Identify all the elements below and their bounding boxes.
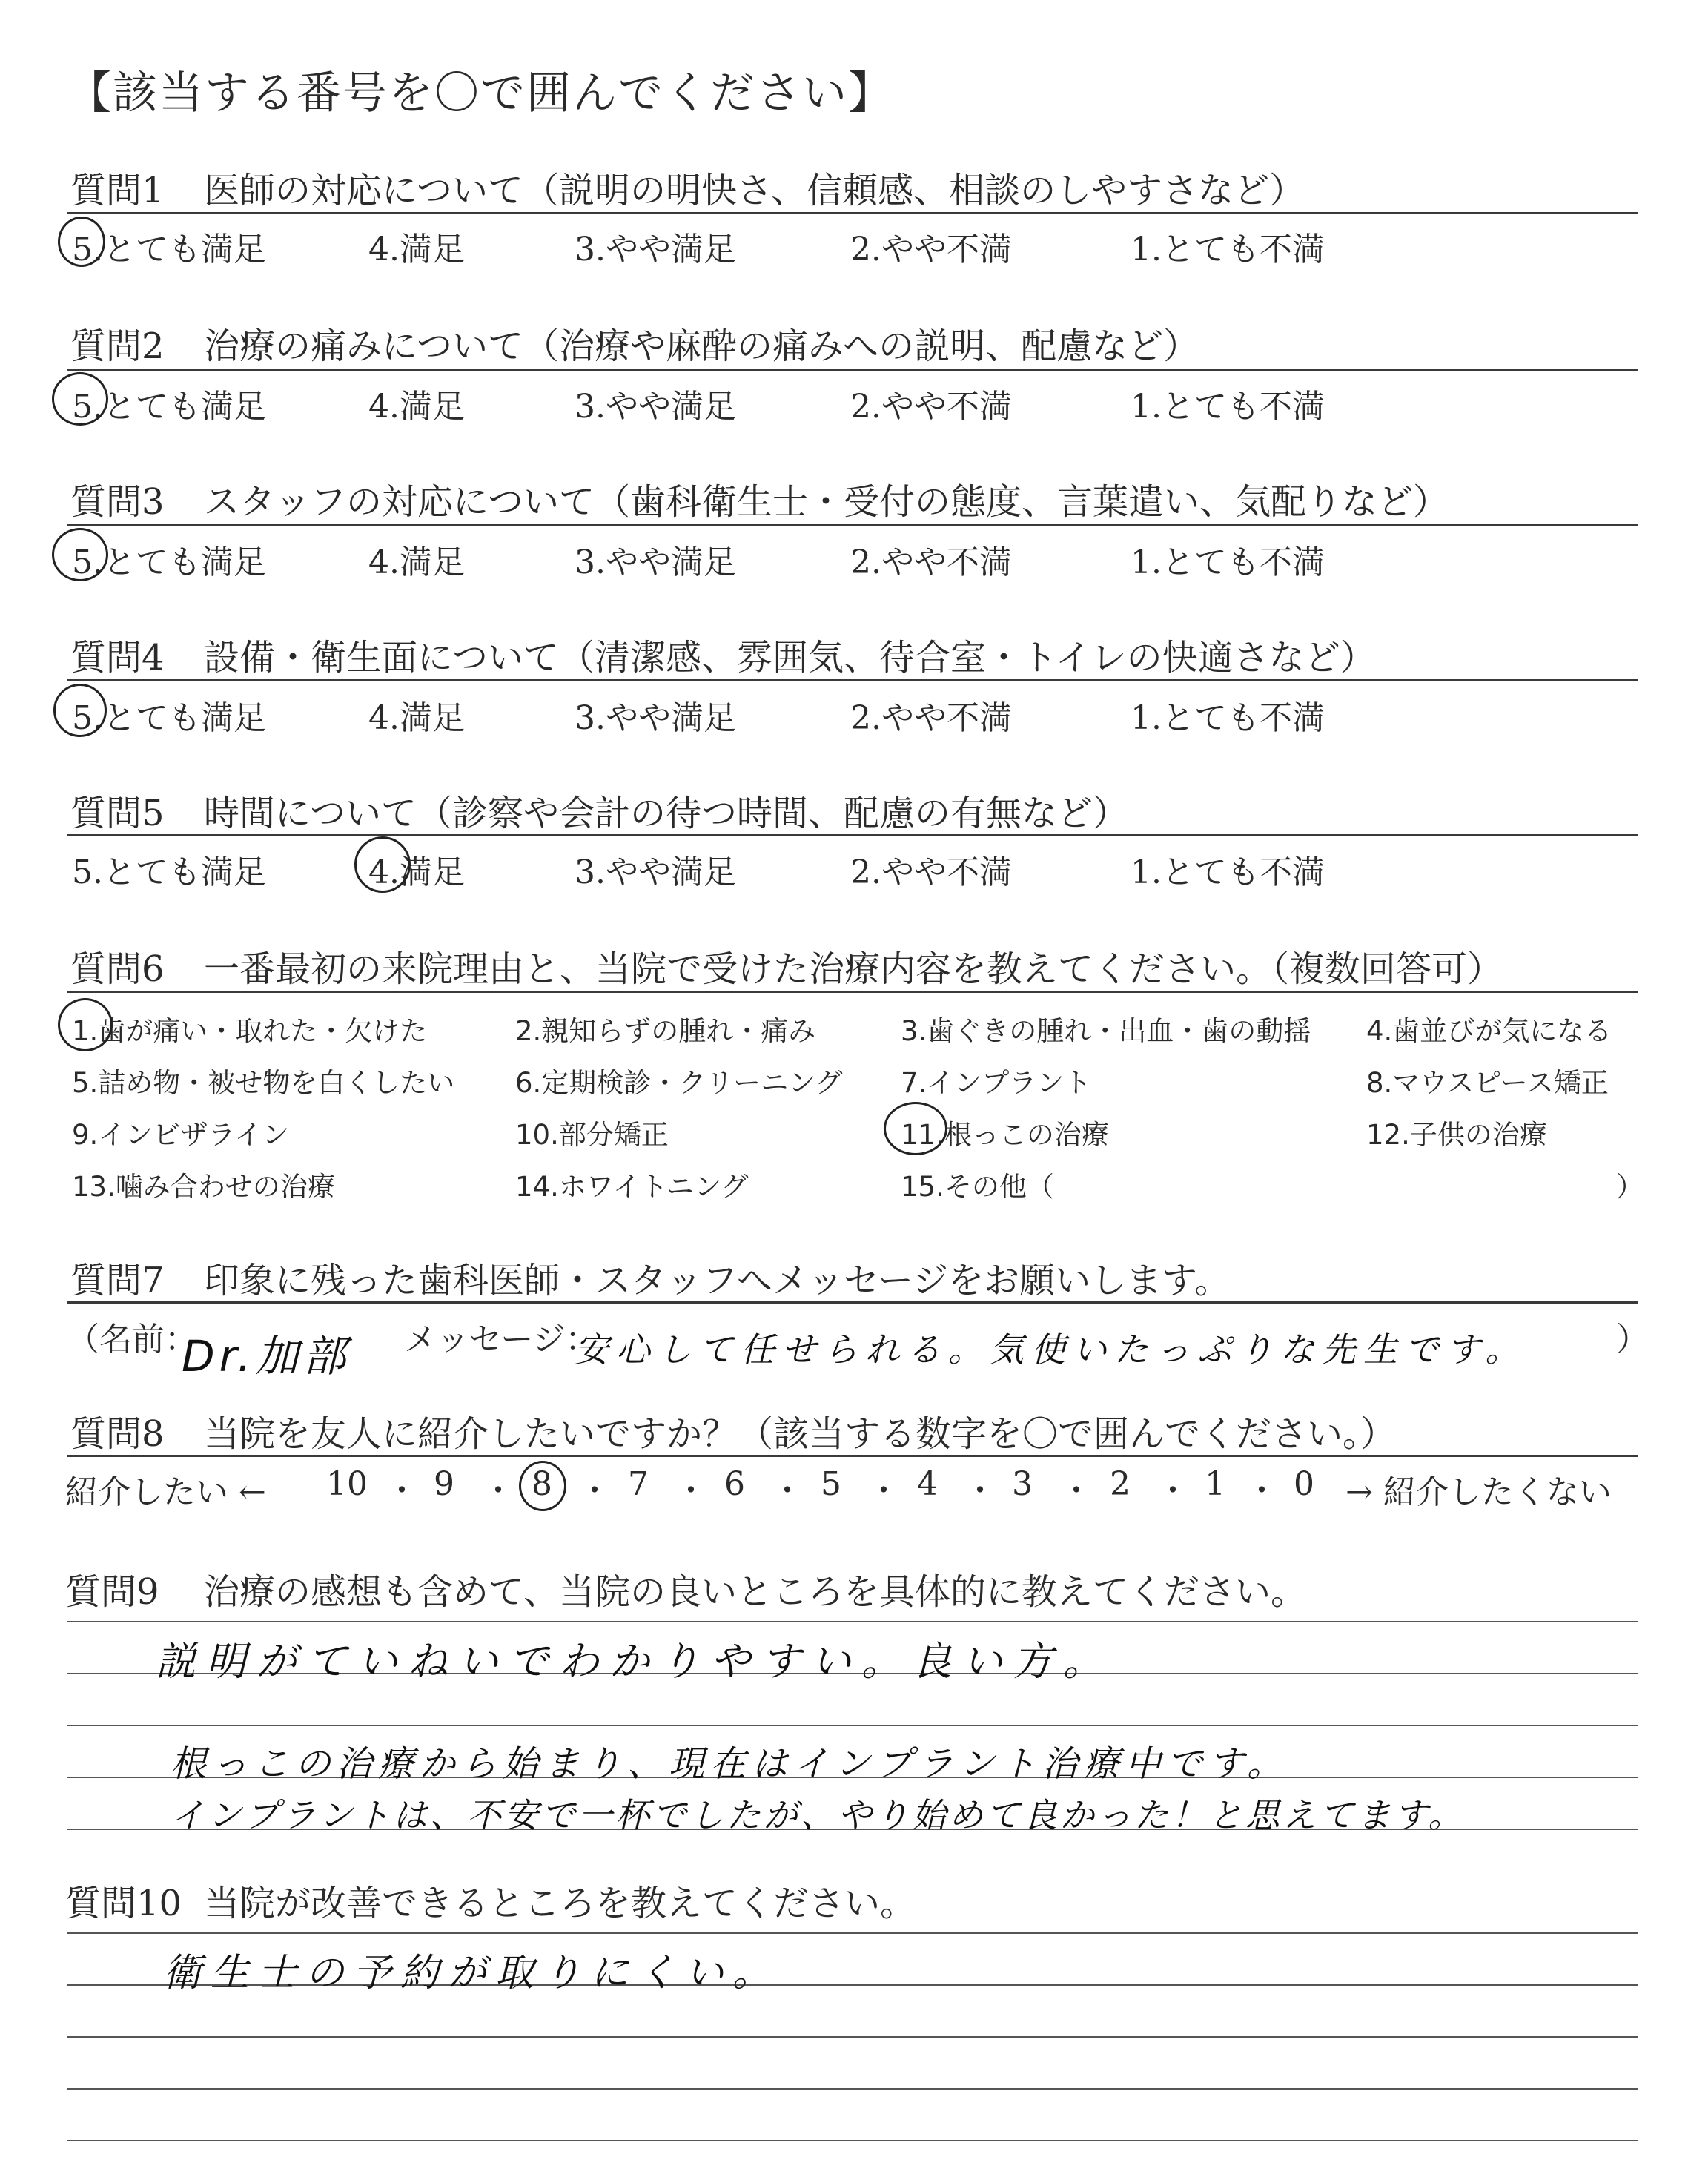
scale-3[interactable]: 3 — [1012, 1465, 1033, 1503]
question-label: 質問1 — [70, 170, 165, 211]
question-label: 質問7 — [70, 1260, 165, 1301]
reason-option-13[interactable]: 13.噛み合わせの治療 — [72, 1171, 335, 1203]
scale-dot: ・ — [385, 1472, 418, 1510]
option-2[interactable]: 2.やや不満 — [850, 853, 1012, 891]
question-label: 質問9 — [65, 1571, 159, 1613]
scale-dot: ・ — [675, 1472, 707, 1510]
selection-circle — [52, 528, 108, 581]
scale-dot: ・ — [867, 1472, 900, 1510]
answer-handwritten[interactable]: 説明がていねいでわかりやすい。良い方。 — [156, 1638, 1113, 1685]
option-1[interactable]: 1.とても不満 — [1131, 231, 1325, 268]
scale-10[interactable]: 10 — [326, 1465, 368, 1503]
question-label: 質問6 — [70, 948, 165, 990]
scale-2[interactable]: 2 — [1110, 1465, 1131, 1503]
option-3[interactable]: 3.やや満足 — [575, 699, 736, 737]
option-1[interactable]: 1.とても不満 — [1131, 853, 1325, 891]
divider — [67, 369, 1638, 371]
option-4[interactable]: 4.満足 — [368, 544, 465, 581]
question-text: スタッフの対応について（歯科衛生士・受付の態度、言葉遣い、気配りなど） — [204, 481, 1449, 523]
name-handwritten[interactable]: Dr.加部 — [182, 1331, 351, 1381]
selection-circle — [53, 684, 107, 737]
recommend-left-label: 紹介したい ← — [65, 1473, 266, 1511]
reason-option-7[interactable]: 7.インプラント — [901, 1067, 1092, 1099]
reason-option-2[interactable]: 2.親知らずの腫れ・痛み — [515, 1015, 816, 1047]
scale-dot: ・ — [578, 1472, 611, 1510]
option-5[interactable]: 5.とても満足 — [72, 853, 266, 891]
selection-circle — [519, 1461, 566, 1511]
divider — [67, 1455, 1638, 1457]
divider — [67, 679, 1638, 681]
answer-line — [67, 1932, 1638, 1934]
scale-8[interactable]: 8 — [532, 1465, 552, 1503]
question-text: 医師の対応について（説明の明快さ、信頼感、相談のしやすさなど） — [204, 170, 1305, 211]
reason-option-1[interactable]: 1.歯が痛い・取れた・欠けた — [72, 1015, 428, 1047]
scale-4[interactable]: 4 — [917, 1465, 938, 1503]
question-text: 時間について（診察や会計の待つ時間、配慮の有無など） — [204, 793, 1129, 834]
scale-dot: ・ — [1156, 1472, 1189, 1510]
question-label: 質問2 — [70, 326, 165, 367]
question-text: 印象に残った歯科医師・スタッフへメッセージをお願いします。 — [204, 1260, 1231, 1301]
option-3[interactable]: 3.やや満足 — [575, 388, 736, 426]
reason-option-5[interactable]: 5.詰め物・被せ物を白くしたい — [72, 1067, 455, 1099]
reason-option-8[interactable]: 8.マウスピース矯正 — [1366, 1067, 1609, 1099]
question-text: 当院が改善できるところを教えてください。 — [204, 1883, 916, 1924]
scale-7[interactable]: 7 — [628, 1465, 649, 1503]
answer-handwritten[interactable]: インプラントは、不安で一杯でしたが、やり始めて良かった！と思えてます。 — [171, 1795, 1466, 1835]
option-3[interactable]: 3.やや満足 — [575, 853, 736, 891]
divider — [67, 212, 1638, 214]
close-paren: ） — [1616, 1321, 1649, 1358]
divider — [67, 524, 1638, 526]
question-text: 設備・衛生面について（清潔感、雰囲気、待合室・トイレの快適さなど） — [204, 637, 1376, 678]
scale-dot: ・ — [771, 1472, 804, 1510]
option-5[interactable]: 5.とても満足 — [72, 388, 266, 426]
reason-option-3[interactable]: 3.歯ぐきの腫れ・出血・歯の動揺 — [901, 1015, 1311, 1047]
question-label: 質問10 — [65, 1883, 182, 1924]
question-text: 当院を友人に紹介したいですか？（該当する数字を〇で囲んでください。） — [204, 1413, 1397, 1455]
option-1[interactable]: 1.とても不満 — [1131, 544, 1325, 581]
scale-dot: ・ — [1060, 1472, 1093, 1510]
divider — [67, 991, 1638, 993]
recommend-right-label: → 紹介したくない — [1345, 1473, 1612, 1511]
selection-circle — [884, 1102, 947, 1155]
reason-option-15[interactable]: 15.その他（ — [901, 1171, 1054, 1203]
selection-circle — [58, 217, 105, 267]
answer-line — [67, 2088, 1638, 2090]
scale-1[interactable]: 1 — [1205, 1465, 1225, 1503]
scale-0[interactable]: 0 — [1294, 1465, 1314, 1503]
selection-circle — [354, 836, 411, 893]
answer-line — [67, 2036, 1638, 2038]
option-1[interactable]: 1.とても不満 — [1131, 388, 1325, 426]
scale-dot: ・ — [964, 1472, 996, 1510]
option-4[interactable]: 4.満足 — [368, 699, 465, 737]
question-label: 質問4 — [70, 637, 165, 678]
question-text: 治療の感想も含めて、当院の良いところを具体的に教えてください。 — [204, 1571, 1307, 1613]
scale-5[interactable]: 5 — [821, 1465, 841, 1503]
answer-line — [67, 1725, 1638, 1726]
option-5[interactable]: 5.とても満足 — [72, 544, 266, 581]
message-label: メッセージ： — [404, 1321, 598, 1358]
question-label: 質問3 — [70, 481, 165, 523]
reason-option-11[interactable]: 11.根っこの治療 — [901, 1119, 1109, 1151]
reason-option-9[interactable]: 9.インビザライン — [72, 1119, 290, 1151]
option-4[interactable]: 4.満足 — [368, 388, 465, 426]
option-4[interactable]: 4.満足 — [368, 231, 465, 268]
option-2[interactable]: 2.やや不満 — [850, 544, 1012, 581]
reason-option-12[interactable]: 12.子供の治療 — [1366, 1119, 1547, 1151]
reason-option-10[interactable]: 10.部分矯正 — [515, 1119, 669, 1151]
question-label: 質問5 — [70, 793, 165, 834]
answer-handwritten[interactable]: 衛生士の予約が取りにくい。 — [163, 1951, 781, 1995]
option-5[interactable]: 5.とても満足 — [72, 231, 266, 268]
other-close-paren: ） — [1616, 1171, 1644, 1203]
selection-circle — [58, 998, 113, 1051]
scale-9[interactable]: 9 — [434, 1465, 454, 1503]
divider — [67, 1301, 1638, 1304]
option-2[interactable]: 2.やや不満 — [850, 388, 1012, 426]
name-label: （名前： — [67, 1321, 197, 1358]
question-text: 治療の痛みについて（治療や麻酔の痛みへの説明、配慮など） — [204, 326, 1199, 367]
option-2[interactable]: 2.やや不満 — [850, 699, 1012, 737]
question-label: 質問8 — [70, 1413, 165, 1455]
option-2[interactable]: 2.やや不満 — [850, 231, 1012, 268]
page-title: 【該当する番号を〇で囲んでください】 — [67, 67, 894, 119]
option-4[interactable]: 4.満足 — [368, 853, 465, 891]
scale-dot: ・ — [482, 1472, 514, 1510]
option-1[interactable]: 1.とても不満 — [1131, 699, 1325, 737]
option-3[interactable]: 3.やや満足 — [575, 544, 736, 581]
divider — [67, 834, 1638, 836]
question-text: 一番最初の来院理由と、当院で受けた治療内容を教えてください。（複数回答可） — [204, 948, 1503, 990]
reason-option-6[interactable]: 6.定期検診・クリーニング — [515, 1067, 843, 1099]
option-3[interactable]: 3.やや満足 — [575, 231, 736, 268]
option-5[interactable]: 5.とても満足 — [72, 699, 266, 737]
selection-circle — [52, 372, 108, 426]
reason-option-4[interactable]: 4.歯並びが気になる — [1366, 1015, 1612, 1047]
answer-handwritten[interactable]: 根っこの治療から始まり、現在はインプラント治療中です。 — [171, 1743, 1289, 1785]
scale-6[interactable]: 6 — [724, 1465, 745, 1503]
message-handwritten[interactable]: 安心して任せられる。気使いたっぷりな先生です。 — [575, 1330, 1527, 1370]
scale-dot: ・ — [1245, 1472, 1278, 1510]
answer-line — [67, 2140, 1638, 2141]
answer-line — [67, 1621, 1638, 1622]
reason-option-14[interactable]: 14.ホワイトニング — [515, 1171, 749, 1203]
